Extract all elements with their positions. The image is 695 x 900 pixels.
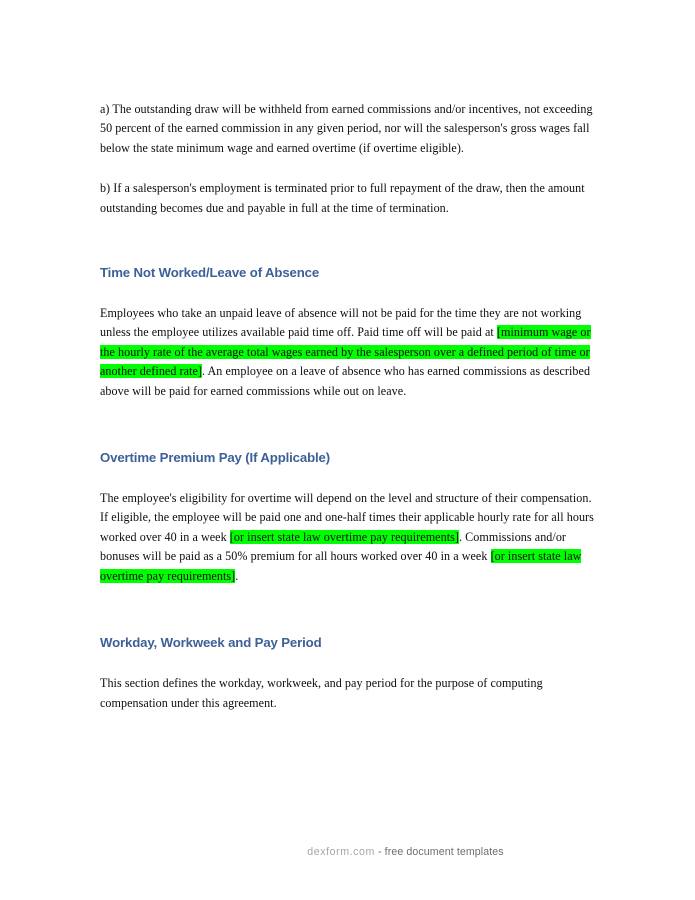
paragraph-overtime-premium — [100, 489, 594, 586]
highlighted-placeholder-overtime-2: [or insert state law overtime pay requirements] — [100, 549, 582, 583]
document-body — [100, 100, 594, 713]
spacer — [100, 466, 594, 489]
highlighted-placeholder-overtime-1: [or insert state law overtime pay requirements] — [229, 529, 459, 544]
page-footer — [0, 845, 695, 859]
footer-brand: dexform.com — [307, 846, 375, 858]
paragraph-workday-workweek: This section defines the workday, workweek, and pay period for the purpose of computing compensation under this agreement. — [100, 676, 543, 710]
spacer — [100, 651, 594, 674]
spacer — [100, 218, 594, 264]
paragraph-clause-a: a) The outstanding draw will be withheld from earned commissions and/or incentives, not exceeding 50 percent of the earned commission in any given period, nor will the salesperson's gross wages fall below the state minimum wage and earned overtime (if overtime eligible). — [100, 102, 593, 155]
highlighted-placeholder-leave-rate: [minimum wage or the hourly rate of the average total wages earned by the salesperson over a defined period of time or another defined rate] — [100, 325, 591, 379]
paragraph-text-segment: . — [235, 568, 239, 583]
paragraph-text-segment: . An employee on a leave of absence who has earned commissions as described above will be paid for earned commissions while out on leave. — [100, 364, 591, 398]
heading-time-not-worked: Time Not Worked/Leave of Absence — [100, 265, 320, 281]
paragraph-clause-b: b) If a salesperson's employment is terminated prior to full repayment of the draw, then the amount outstanding becomes due and payable in full at the time of termination. — [100, 181, 585, 215]
footer-tagline: - free document templates — [374, 846, 504, 858]
paragraph-time-not-worked — [100, 304, 594, 401]
heading-workday-workweek-pay-period: Workday, Workweek and Pay Period — [100, 635, 322, 651]
paragraph-text-segment: The employee's eligibility for overtime will depend on the level and structure of their compensation. If eligible, the employee will be paid one and one-half times their applicable hourly rate for all hours worked over 40 in a week — [100, 491, 594, 544]
spacer — [100, 401, 594, 449]
spacer — [100, 586, 594, 634]
paragraph-text-segment: . Commissions and/or bonuses will be paid as a 50% premium for all hours worked over 40 in a week — [100, 529, 567, 564]
spacer — [100, 158, 594, 179]
footer-inner — [191, 845, 503, 859]
spacer — [100, 281, 594, 304]
heading-overtime-premium-pay: Overtime Premium Pay (If Applicable) — [100, 450, 331, 466]
paragraph-text-segment: Employees who take an unpaid leave of absence will not be paid for the time they are not working unless the employee utilizes available paid time off. Paid time off will be paid at — [100, 306, 582, 340]
